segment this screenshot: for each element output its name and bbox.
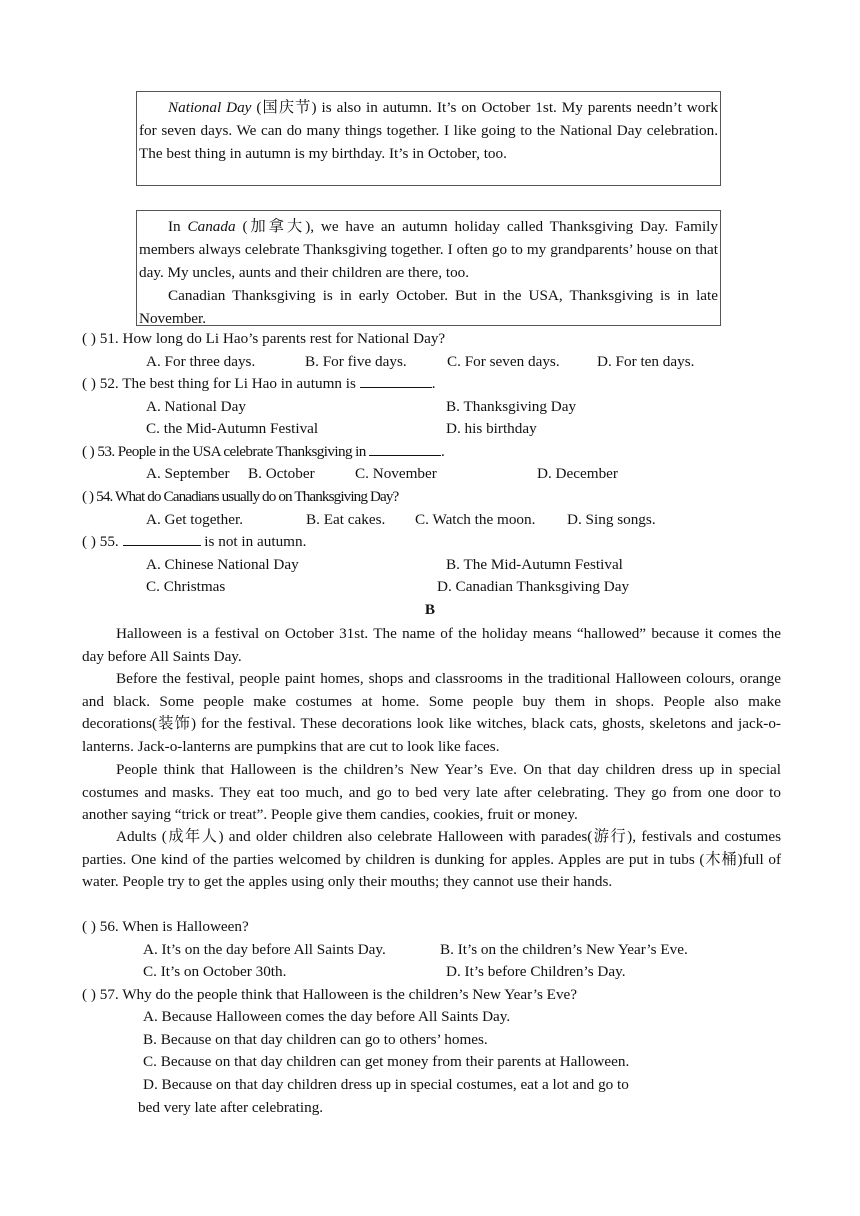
section-heading: B — [424, 601, 436, 618]
passage-text: In — [168, 218, 188, 235]
passage-paragraph: Canadian Thanksgiving is in early October. But in the USA, Thanksgiving is in late November. — [139, 287, 718, 327]
answer-paren[interactable]: ( ) — [82, 330, 96, 347]
passage-paragraph — [139, 215, 718, 284]
option-b: B. October — [248, 465, 315, 482]
question-51 — [82, 328, 445, 350]
option-c: C. It’s on October 30th. — [143, 963, 287, 980]
passage-b-paragraph-2: Before the festival, people paint homes, shops and classrooms in the traditional Halloween colours, orange and black. Some people make costumes at home. Some people buy them in shops. People also make decorations(装饰) for the festival. These decorations look like witches, black cats, ghosts, skeletons and jack-o-lanterns. Jack-o-lanterns are pumpkins that are cut to look like faces. — [82, 670, 781, 756]
answer-paren[interactable]: ( ) — [82, 918, 96, 935]
question-stem: 57. Why do the people think that Halloween is the children’s New Year’s Eve? — [99, 986, 578, 1003]
question-55 — [82, 531, 306, 553]
option-b: B. The Mid-Autumn Festival — [446, 556, 623, 573]
option-a: A. For three days. — [146, 353, 256, 370]
question-stem: 54. What do Canadians usually do on Thanksgiving Day? — [96, 488, 399, 505]
option-a: A. Because Halloween comes the day before All Saints Day. — [143, 1008, 511, 1025]
option-b: B. For five days. — [305, 353, 407, 370]
question-stem: 53. People in the USA celebrate Thanksgiving in — [97, 443, 366, 460]
passage-b-paragraph-1: Halloween is a festival on October 31st. The name of the holiday means “hallowed” because it comes the day before All Saints Day. — [82, 625, 781, 665]
option-c: C. November — [355, 465, 437, 482]
passage-text: is also in autumn. It’s on October 1st. My parents needn’t work for seven days. We can do many things together. I like going to the National Day celebration. The best thing in autumn is my birthday. It’s in October, too. — [139, 99, 718, 162]
chinese-gloss: (国庆节) — [256, 99, 317, 116]
option-a: A. Get together. — [146, 511, 244, 528]
passage-paragraph — [139, 96, 718, 165]
passage-b-paragraph-3: People think that Halloween is the children’s New Year’s Eve. On that day children dress up in special costumes and masks. They eat too much, and go to bed very late after celebrating. They go from one door to another saying “trick or treat”. People give them candies, cookies, fruit or money. — [82, 761, 781, 824]
answer-blank — [360, 373, 432, 388]
option-d: D. It’s before Children’s Day. — [446, 963, 626, 980]
answer-blank — [369, 441, 441, 456]
answer-blank — [123, 531, 201, 546]
question-56 — [82, 916, 249, 938]
answer-paren[interactable]: ( ) — [82, 375, 96, 392]
option-c: C. Because on that day children can get money from their parents at Halloween. — [143, 1053, 630, 1070]
question-stem: 56. When is Halloween? — [99, 918, 249, 935]
option-c: C. For seven days. — [447, 353, 560, 370]
answer-paren[interactable]: ( ) — [82, 533, 96, 550]
option-a: A. National Day — [146, 398, 246, 415]
option-a: A. Chinese National Day — [146, 556, 299, 573]
option-b: B. It’s on the children’s New Year’s Eve. — [440, 941, 688, 958]
option-a: A. It’s on the day before All Saints Day. — [143, 941, 386, 958]
option-b: B. Because on that day children can go to others’ homes. — [143, 1031, 488, 1048]
option-c: C. Watch the moon. — [415, 511, 536, 528]
question-54 — [82, 486, 398, 508]
question-57 — [82, 984, 577, 1006]
term-canada: Canada — [187, 218, 236, 235]
option-d-continued: bed very late after celebrating. — [138, 1099, 324, 1116]
answer-paren[interactable]: ( ) — [82, 986, 96, 1003]
option-d: D. his birthday — [446, 420, 537, 437]
passage-text: , we have an autumn holiday called Thanksgiving Day. Family members always celebrate Thanksgiving together. I often go to my grandparents’ house on that day. My uncles, aunts and their children are there, too. — [139, 218, 718, 281]
option-d: D. Because on that day children dress up in special costumes, eat a lot and go to — [143, 1076, 629, 1093]
option-d: D. For ten days. — [597, 353, 695, 370]
passage-box-canada — [136, 210, 721, 326]
question-52 — [82, 373, 436, 395]
stem-end: . — [431, 375, 436, 392]
option-b: B. Thanksgiving Day — [446, 398, 577, 415]
passage-box-national-day — [136, 91, 721, 186]
chinese-gloss: (加拿大) — [242, 218, 311, 235]
question-number: 55. — [99, 533, 119, 550]
answer-paren[interactable]: ( ) — [82, 488, 94, 505]
option-c: C. Christmas — [146, 578, 226, 595]
option-d: D. Canadian Thanksgiving Day — [437, 578, 630, 595]
option-d: D. Sing songs. — [567, 511, 656, 528]
stem-end: . — [441, 443, 445, 460]
option-d: D. December — [537, 465, 618, 482]
passage-b-paragraph-4: Adults (成年人) and older children also celebrate Halloween with parades(游行), festivals and costumes parties. One kind of the parties welcomed by children is dunking for apples. Apples are put in tubs (木桶)full of water. People try to get the apples using only their mouths; they cannot use their hands. — [82, 828, 781, 891]
question-53 — [82, 441, 444, 463]
answer-paren[interactable]: ( ) — [82, 443, 95, 460]
option-c: C. the Mid-Autumn Festival — [146, 420, 319, 437]
question-stem: 52. The best thing for Li Hao in autumn is — [99, 375, 356, 392]
option-a: A. September — [146, 465, 230, 482]
question-stem: is not in autumn. — [204, 533, 307, 550]
option-b: B. Eat cakes. — [306, 511, 386, 528]
question-stem: 51. How long do Li Hao’s parents rest for National Day? — [99, 330, 446, 347]
term-national-day: National Day — [168, 99, 252, 116]
